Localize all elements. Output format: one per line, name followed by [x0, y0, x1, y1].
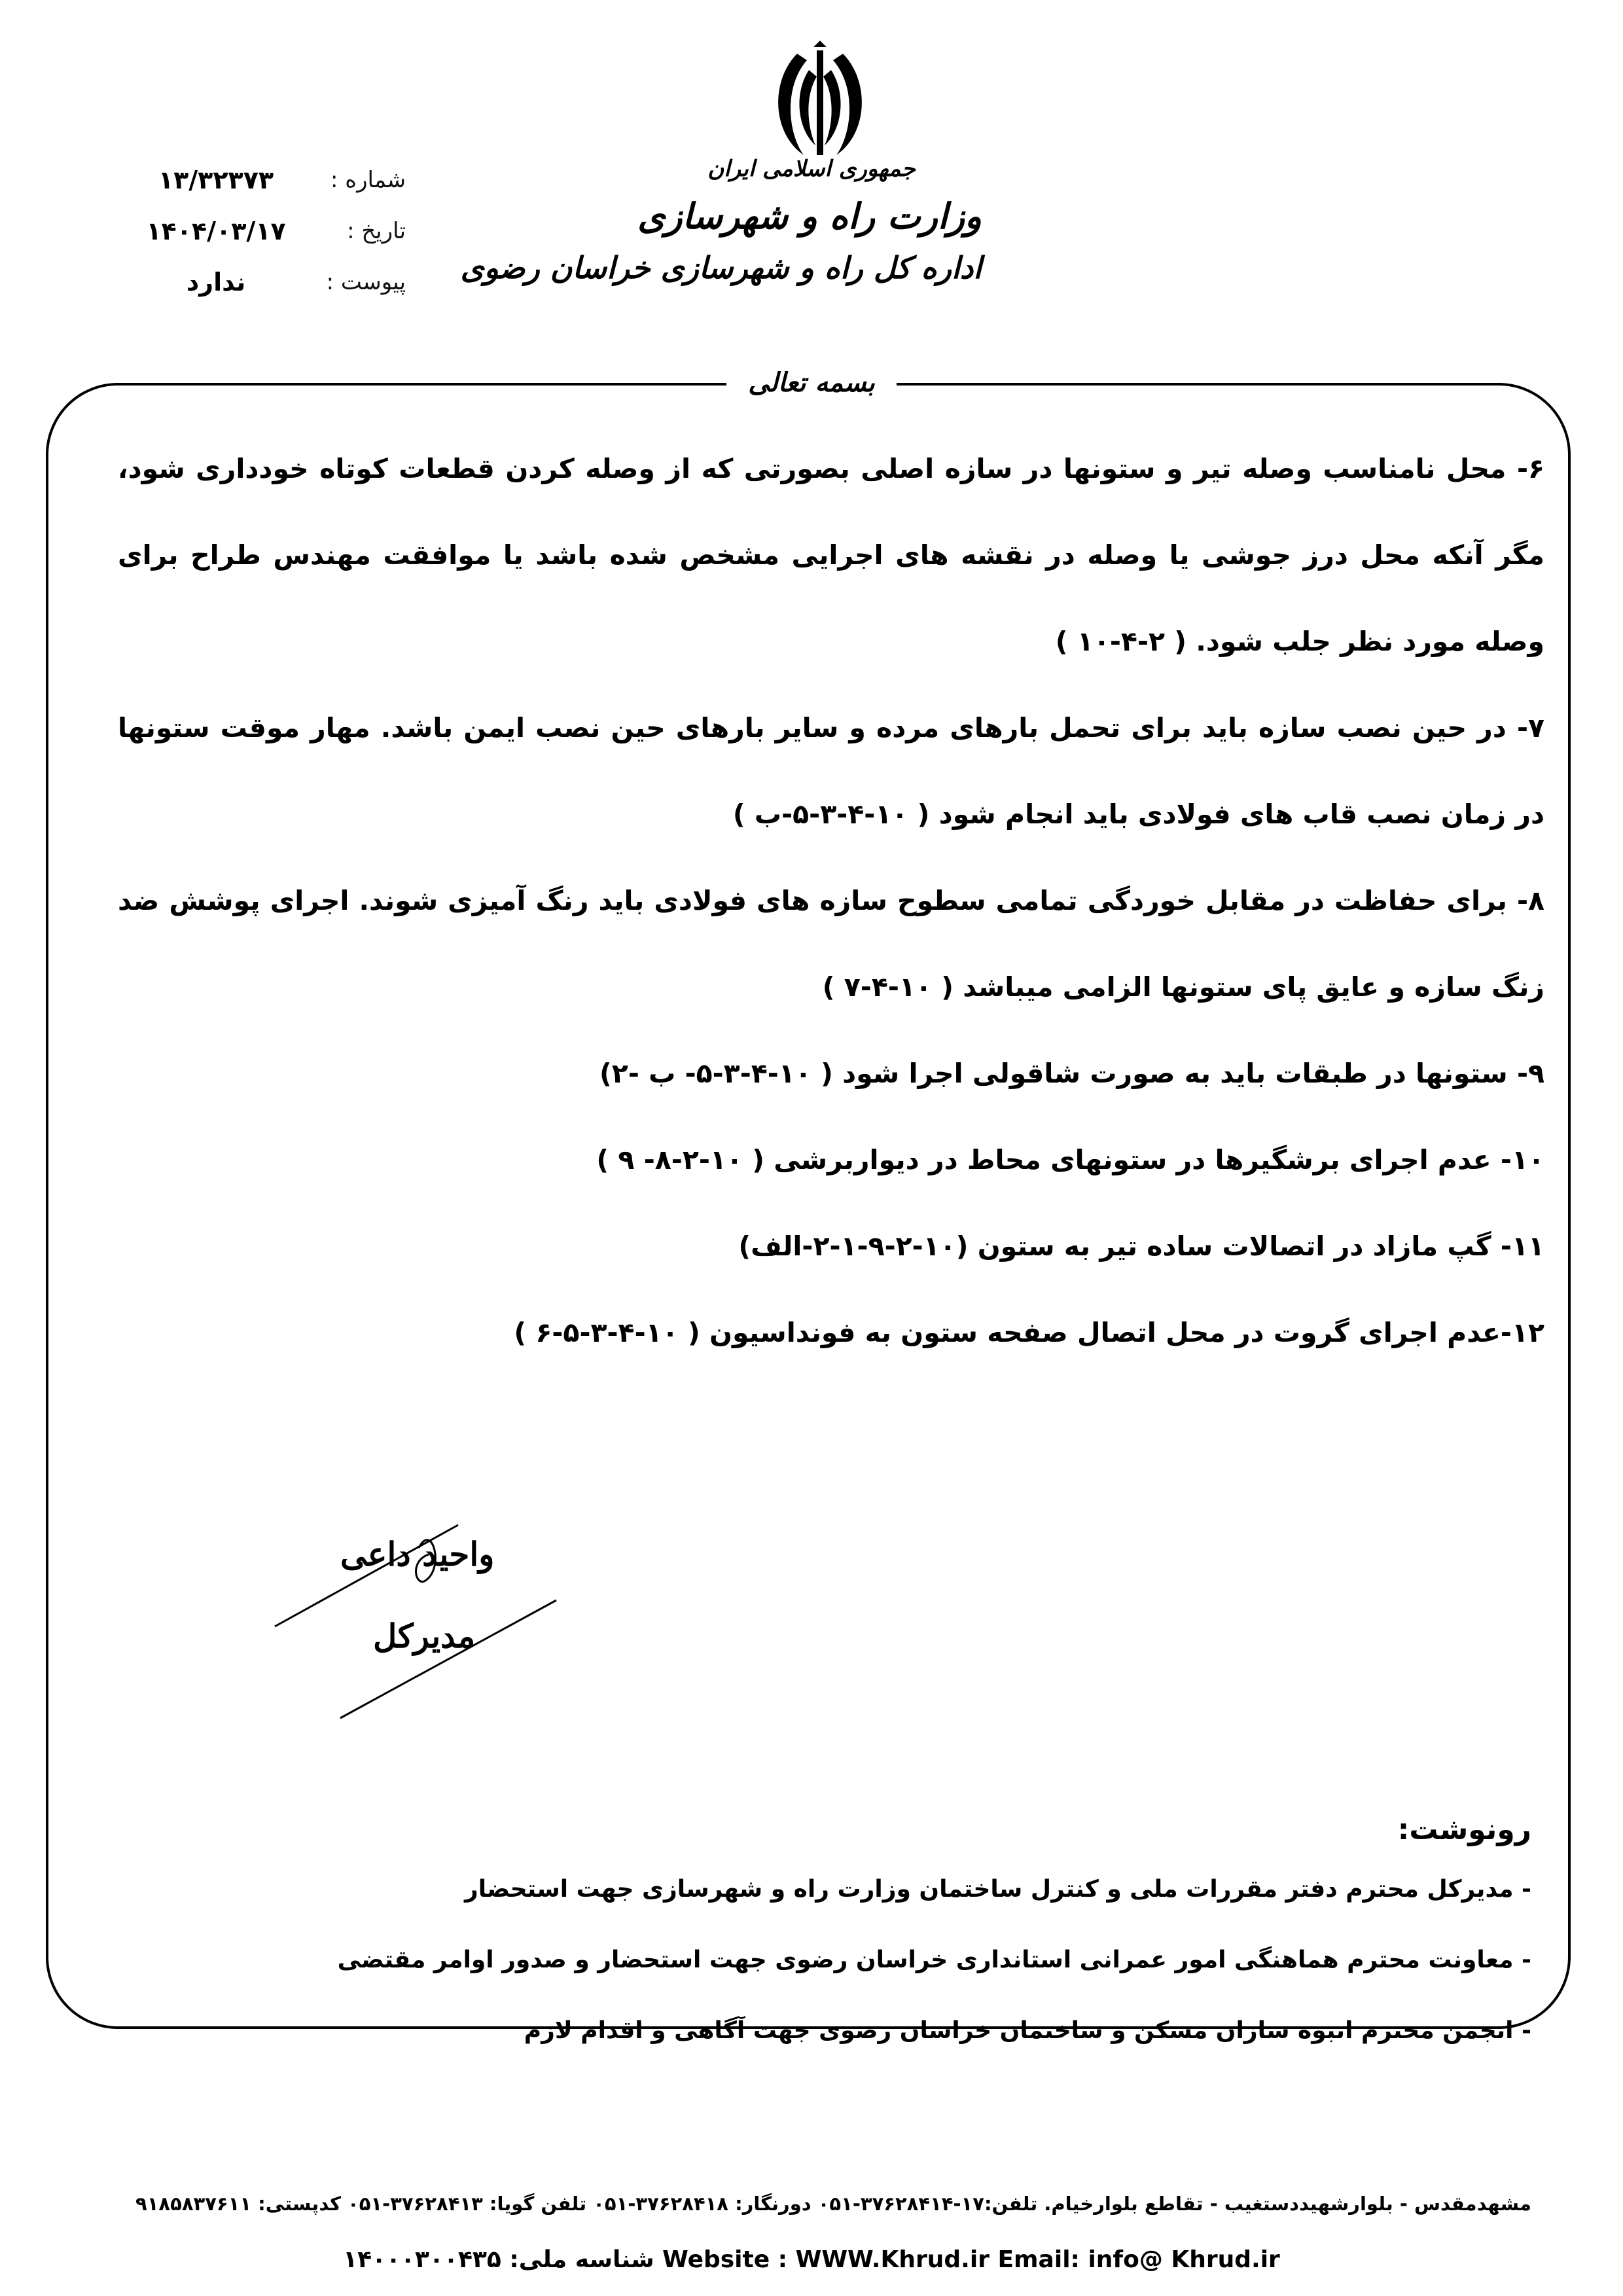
signature-block — [268, 1509, 569, 1725]
date-value: ۱۴۰۴/۰۳/۱۷ — [146, 217, 286, 245]
items-list — [118, 425, 1544, 1376]
iran-emblem-icon — [758, 41, 882, 165]
list-item: ۸- برای حفاظت در مقابل خوردگی تمامی سطوح سازه های فولادی باید رنگ آمیزی شوند. اجرای پوشش ضد زنگ سازه و عایق پای ستونها الزامی میباشد ( ۱۰-۴-۷ ) — [118, 885, 1544, 1003]
list-item: ۱۲-عدم اجرای گروت در محل اتصال صفحه ستون به فونداسیون ( ۱۰-۴-۳-۵-۶ ) — [514, 1317, 1544, 1348]
cc-line: - انجمن محترم انبوه سازان مسکن و ساختمان خراسان رضوی جهت آگاهی و اقدام لازم — [524, 2017, 1531, 2044]
signer-title: مدیرکل — [373, 1617, 476, 1655]
cc-title: رونوشت: — [1397, 1813, 1531, 1846]
carbon-copy — [337, 1813, 1531, 2066]
org-line-ministry: وزارت راه و شهرسازی — [637, 195, 982, 237]
signer-name: واحید داعی — [340, 1535, 495, 1573]
list-item: ۶- محل نامناسب وصله تیر و ستونها در سازه اصلی بصورتی که از وصله کردن قطعات کوتاه خودداری شود، مگر آنکه محل درز جوشی یا وصله در نقشه های اجرایی مشخص شده باشد یا موافقت مهندس طراح برای وصله مورد نظر جلب شود. ( ۲-۴-۱۰ ) — [118, 453, 1544, 657]
number-row — [92, 154, 406, 206]
attachment-label: پیوست : — [326, 269, 406, 295]
attachment-row — [92, 257, 406, 308]
letter-meta — [92, 154, 406, 308]
number-value: ۱۳/۳۲۳۷۳ — [158, 166, 274, 194]
list-item: ۱۰- عدم اجرای برشگیرها در ستونهای محاط در دیواربرشی ( ۱۰-۲-۸- ۹ ) — [596, 1144, 1544, 1175]
footer-web: Website : WWW.Khrud.ir Email: info@ Khrud.ir شناسه ملی: ۱۴۰۰۰۳۰۰۴۳۵ — [343, 2246, 1280, 2273]
footer-address: مشهدمقدس - بلوارشهیددستغیب - تقاطع بلوارخیام. تلفن:۱۷-۳۷۶۲۸۴۱۴-۰۵۱ دورنگار: ۳۷۶۲۸۴۱۸-۰۵۱ تلفن گویا: ۳۷۶۲۸۴۱۳-۰۵۱ کدپستی: ۹۱۸۵۸۳۷۶۱۱ — [135, 2193, 1531, 2215]
list-item: ۹- ستونها در طبقات باید به صورت شاقولی اجرا شود ( ۱۰-۴-۳-۵- ب -۲) — [599, 1058, 1544, 1089]
attachment-value: ندارد — [186, 268, 246, 296]
number-label: شماره : — [330, 167, 406, 193]
date-label: تاریخ : — [347, 218, 406, 244]
bismillah: بسمه تعالی — [726, 357, 897, 409]
cc-line: - مدیرکل محترم دفتر مقررات ملی و کنترل ساختمان وزارت راه و شهرسازی جهت استحضار — [465, 1876, 1531, 1903]
date-row — [92, 206, 406, 257]
list-item: ۷- در حین نصب سازه باید برای تحمل بارهای مرده و سایر بارهای حین نصب ایمن باشد. مهار موقت ستونها در زمان نصب قاب های فولادی باید انجام شود ( ۱۰-۴-۳-۵-ب ) — [118, 712, 1544, 830]
cc-line: - معاونت محترم هماهنگی امور عمرانی استانداری خراسان رضوی جهت استحضار و صدور اوامر مقتضی — [337, 1946, 1531, 1973]
list-item: ۱۱- گپ مازاد در اتصالات ساده تیر به ستون (۱۰-۲-۹-۱-۲-الف) — [738, 1230, 1544, 1262]
org-line-directorate: اداره کل راه و شهرسازی خراسان رضوی — [460, 250, 982, 285]
org-line-republic: جمهوری اسلامی ایران — [707, 156, 916, 182]
